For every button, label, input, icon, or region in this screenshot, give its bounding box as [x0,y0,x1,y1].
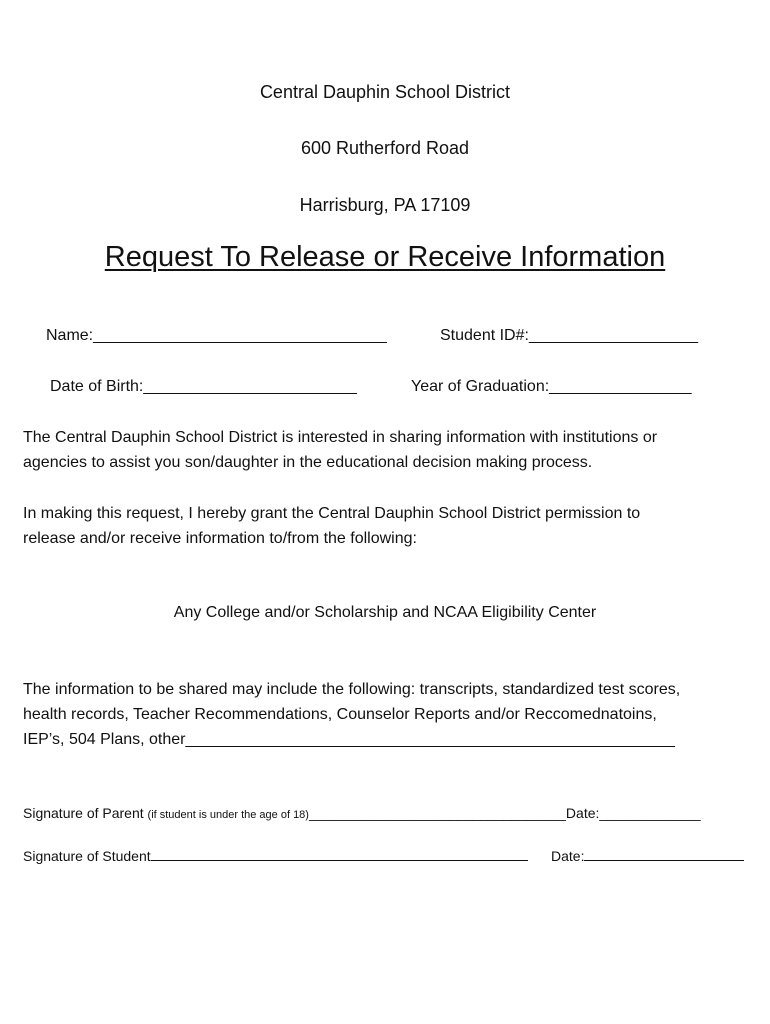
intro-line-2: agencies to assist you son/daughter in the educational decision making process. [23,454,593,471]
district-name: Central Dauphin School District [259,82,511,102]
permission-line-1: In making this request, I hereby grant the Central Dauphin School District permission to [23,505,641,522]
student-date-line[interactable] [584,859,744,861]
permission-line-2: release and/or receive information to/from the following: [23,530,417,547]
student-id-field[interactable]: Student ID#:___________________ [440,327,699,344]
district-address: 600 Rutherford Road [300,138,470,158]
intro-line-1: The Central Dauphin School District is interested in sharing information with institutions or [23,429,658,446]
parent-date-field[interactable]: Date:_____________ [565,805,701,821]
shared-info-line-3[interactable]: IEP’s, 504 Plans, other_______________________________________________________ [23,731,675,748]
student-date-label: Date: [551,848,585,864]
student-signature-line[interactable] [151,859,528,861]
intro-paragraph [23,425,753,475]
shared-info-line-1: The information to be shared may include the following: transcripts, standardized test scores, [23,681,681,698]
recipient-line: Any College and/or Scholarship and NCAA Eligibility Center [173,604,597,621]
graduation-year-field[interactable]: Year of Graduation:________________ [411,378,692,395]
parent-signature-row [23,805,701,821]
name-field[interactable]: Name:_________________________________ [46,327,387,344]
district-city: Harrisburg, PA 17109 [299,195,471,215]
student-date-row [551,848,744,864]
form-title: Request To Release or Receive Information [104,241,666,273]
shared-info-paragraph [23,677,753,752]
student-signature-row [23,848,528,864]
permission-paragraph [23,501,753,551]
date-of-birth-field[interactable]: Date of Birth:________________________ [50,378,357,395]
parent-signature-label: Signature of Parent [23,805,148,821]
parent-signature-line[interactable]: _________________________________ [308,805,566,821]
shared-info-line-2: health records, Teacher Recommendations, Counselor Reports and/or Reccomednatoins, [23,706,657,723]
parent-signature-note: (if student is under the age of 18) [147,809,309,821]
student-signature-label: Signature of Student [23,848,151,864]
